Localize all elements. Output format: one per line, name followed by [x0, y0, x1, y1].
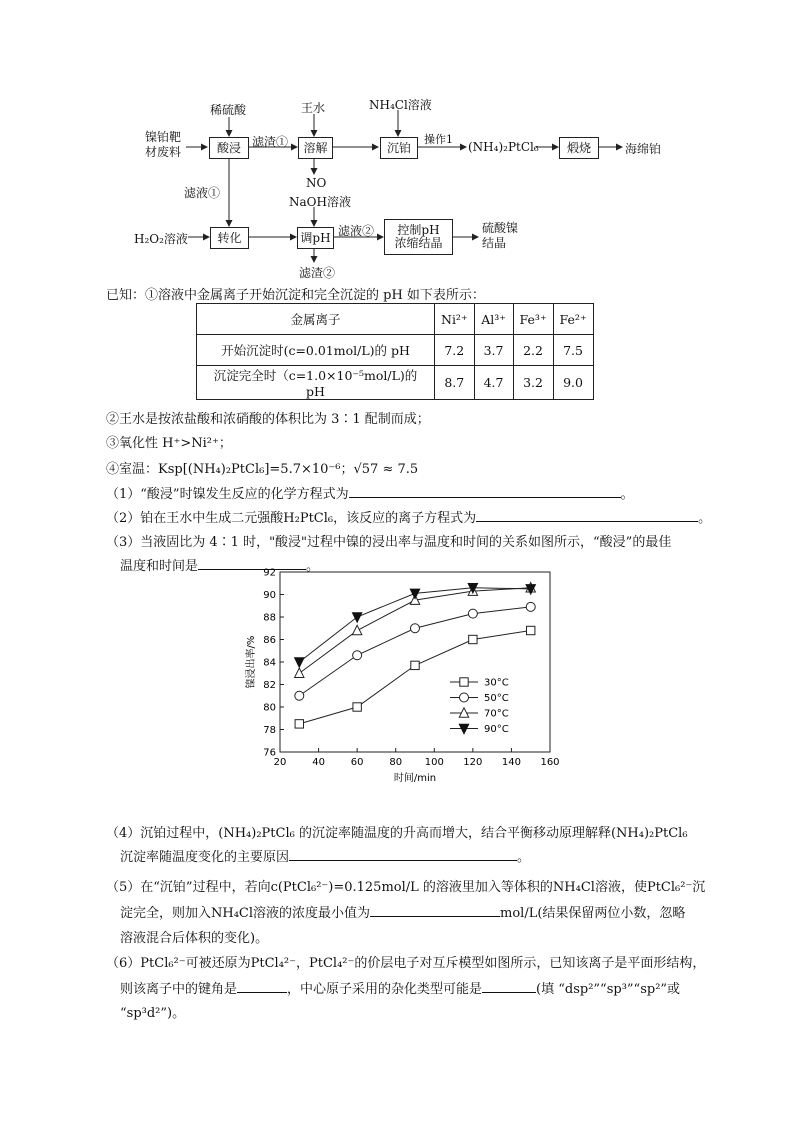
question-5-line1: （5）在“沉铂”过程中，若向c(PtCl₆²⁻)=0.125mol/L 的溶液里加入等体积的NH₄Cl溶液，使PtCl₆²⁻沉	[106, 880, 706, 895]
table-header-cell: Fe³⁺	[513, 304, 553, 335]
question-4-text: 沉淀率随温度变化的主要原因	[120, 850, 290, 865]
pt-precipitation-box: 沉铂	[380, 137, 418, 159]
h2o2-label: H₂O₂溶液	[134, 232, 188, 246]
dilute-h2so4-label: 稀硫酸	[210, 103, 247, 117]
table-cell: 2.2	[513, 335, 553, 366]
answer-blank-4[interactable]	[289, 848, 517, 861]
question-1-text: （1）“酸浸”时镍发生反应的化学方程式为	[106, 487, 349, 502]
x-tick-label: 80	[389, 757, 403, 768]
product-label: (NH₄)₂PtCl₆	[468, 140, 539, 154]
y-tick-label: 84	[263, 657, 276, 669]
legend-label: 70°C	[484, 708, 509, 720]
legend-label: 50°C	[484, 693, 509, 704]
note-3: ③氧化性 H⁺>Ni²⁺；	[106, 436, 232, 451]
x-tick-label: 40	[312, 757, 325, 768]
data-point	[469, 635, 477, 643]
question-1	[106, 483, 634, 502]
table-cell: 9.0	[553, 366, 593, 400]
y-tick-label: 80	[263, 702, 276, 714]
known-intro: 已知：①溶液中金属离子开始沉淀和完全沉淀的 pH 如下表所示：	[106, 288, 485, 303]
raw-material: 镍铂靶材废料	[144, 130, 181, 159]
y-axis-label: 镍浸出率/%	[246, 635, 257, 689]
table-cell: 7.5	[553, 335, 593, 366]
table-header-cell: Al³⁺	[474, 304, 513, 335]
data-point	[295, 658, 304, 667]
answer-blank-2[interactable]	[476, 509, 698, 522]
question-2	[106, 507, 711, 526]
x-tick-label: 140	[501, 757, 521, 768]
data-point	[295, 720, 303, 728]
calcine-box: 煅烧	[559, 137, 599, 159]
dissolve-box: 溶解	[298, 137, 333, 159]
question-5-unit: mol/L(结果保留两位小数，忽略	[500, 906, 686, 921]
nh4cl-label: NH₄Cl溶液	[369, 98, 432, 112]
question-6-text: 则该离子中的键角是	[120, 982, 238, 997]
data-point	[295, 668, 304, 677]
legend-label: 90°C	[484, 724, 509, 735]
y-tick-label: 76	[263, 747, 276, 759]
table-header-row	[197, 304, 594, 335]
y-tick-label: 78	[263, 725, 276, 736]
question-4-period: 。	[517, 850, 531, 865]
legend-marker	[460, 678, 468, 686]
data-point	[411, 661, 419, 669]
no-gas-label: NO	[306, 176, 327, 190]
x-tick-label: 60	[350, 757, 364, 768]
question-3-line1: （3）当液固比为 4∶1 时，"酸浸"过程中镍的浸出率与温度和时间的关系如图所示，“酸浸”的最佳	[106, 535, 672, 550]
operation1-label: 操作1	[424, 133, 453, 146]
answer-blank-5[interactable]	[370, 904, 500, 917]
question-4-line2	[120, 846, 530, 865]
question-6-text-end: (填 “dsp²”“sp³”“sp²”或	[536, 982, 681, 997]
table-cell: 4.7	[474, 366, 513, 400]
question-6-line2	[120, 978, 680, 997]
filtrate2-label: 滤液②	[338, 224, 375, 238]
answer-blank-1[interactable]	[349, 485, 621, 498]
y-tick-label: 92	[263, 567, 276, 579]
question-3-period: 。	[306, 559, 320, 574]
question-6-line1: （6）PtCl₆²⁻可被还原为PtCl₄²⁻，PtCl₄²⁻的价层电子对互斥模型如图所示，已知该离子是平面形结构，	[106, 956, 706, 971]
question-5-text: 淀完全，则加入NH₄Cl溶液的浓度最小值为	[120, 906, 371, 921]
question-2-text: （2）铂在王水中生成二元强酸H₂PtCl₆，该反应的离子方程式为	[106, 511, 477, 526]
x-tick-label: 120	[463, 757, 483, 768]
nickel-sulfate-label: 硫酸镍 结晶	[482, 221, 519, 250]
leaching-rate-chart	[240, 566, 570, 788]
conversion-box: 转化	[210, 227, 249, 249]
question-1-period: 。	[620, 487, 634, 502]
x-tick-label: 100	[424, 757, 444, 768]
question-4-line1: （4）沉铂过程中，(NH₄)₂PtCl₆ 的沉淀率随温度的升高而增大，结合平衡移动原理解释(NH₄)₂PtCl₆	[106, 826, 688, 841]
aqua-regia-label: 王水	[301, 101, 326, 115]
data-point	[410, 589, 419, 598]
table-header-cell: Ni²⁺	[435, 304, 475, 335]
table-cell: 沉淀完全时（c=1.0×10⁻⁵mol/L)的 pH	[197, 366, 435, 400]
question-6-line3: “sp³d²”)。	[120, 1006, 186, 1021]
table-header-cell: Fe²⁺	[553, 304, 593, 335]
x-tick-label: 20	[273, 757, 287, 768]
ion-ph-table	[196, 303, 594, 400]
data-point	[353, 703, 361, 711]
data-point	[295, 691, 304, 700]
question-6-text-mid: ，中心原子采用的杂化类型可能是	[287, 982, 483, 997]
x-axis-label: 时间/min	[393, 773, 437, 784]
residue2-label: 滤渣②	[299, 266, 336, 280]
data-point	[411, 624, 420, 633]
acid-leach-box: 酸浸	[209, 137, 249, 159]
answer-blank-6a[interactable]	[237, 980, 287, 993]
y-tick-label: 90	[263, 590, 276, 601]
table-cell: 3.7	[474, 335, 513, 366]
adjust-ph-box: 调pH	[297, 227, 334, 249]
question-3-text: 温度和时间是	[120, 559, 199, 574]
control-ph-box: 控制pH 浓缩结晶	[384, 219, 453, 255]
question-2-period: 。	[698, 511, 712, 526]
y-tick-label: 82	[263, 680, 276, 691]
data-point	[527, 626, 535, 634]
table-row	[197, 366, 594, 400]
data-point	[526, 602, 535, 611]
y-tick-label: 88	[263, 612, 276, 624]
note-4: ④室温：Ksp[(NH₄)₂PtCl₆]=5.7×10⁻⁶；√57 ≈ 7.5	[106, 462, 419, 477]
legend-label: 30°C	[484, 677, 509, 689]
residue1-label: 滤渣①	[252, 135, 289, 149]
note-2: ②王水是按浓盐酸和浓硝酸的体积比为 3∶1 配制而成；	[106, 412, 430, 427]
legend-marker	[460, 693, 469, 702]
data-point	[468, 609, 477, 618]
filtrate1-label: 滤液①	[184, 186, 221, 200]
table-row	[197, 335, 594, 366]
table-cell: 8.7	[435, 366, 475, 400]
table-cell: 开始沉淀时(c=0.01mol/L)的 pH	[197, 335, 435, 366]
question-5-line2	[120, 902, 685, 921]
data-point	[352, 625, 361, 634]
y-tick-label: 86	[263, 635, 276, 646]
table-header-cell: 金属离子	[197, 304, 435, 335]
answer-blank-6b[interactable]	[482, 980, 536, 993]
naoh-label: NaOH溶液	[289, 195, 351, 209]
table-cell: 7.2	[435, 335, 475, 366]
x-tick-label: 160	[540, 757, 560, 768]
data-point	[352, 613, 361, 622]
table-cell: 3.2	[513, 366, 553, 400]
question-5-line3: 溶液混合后体积的变化)。	[120, 931, 269, 946]
sponge-pt-label: 海绵铂	[625, 142, 662, 156]
data-point	[353, 651, 362, 660]
